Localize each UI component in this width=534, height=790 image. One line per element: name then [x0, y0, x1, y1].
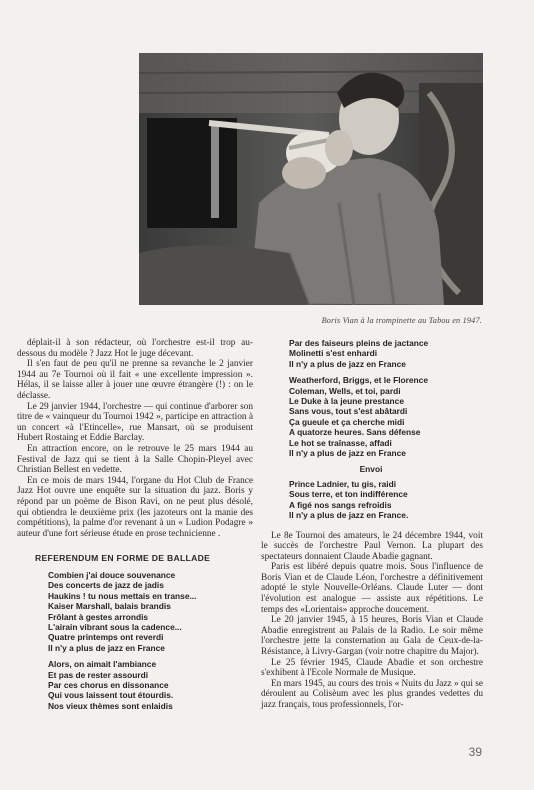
- poem-line: Le hot se traînasse, affadi: [289, 437, 392, 448]
- ballade-title: REFERENDUM EN FORME DE BALLADE: [35, 553, 211, 564]
- poem-line: Ça gueule et ça cherche midi: [289, 416, 405, 427]
- poem-stanza: [48, 570, 253, 653]
- poem-line: Nos vieux thèmes sont enlaidis: [48, 700, 173, 711]
- envoi-title: Envoi: [359, 464, 383, 475]
- poem-line: Prince Ladnier, tu gis, raidi: [289, 478, 397, 489]
- photo-image: [139, 53, 483, 305]
- poem-line: Combien j'ai douce souvenance: [48, 569, 176, 580]
- poem-line: L'airain vibrant sous la cadence...: [48, 621, 182, 632]
- poem-line: Qui vous laissent tout étourdis.: [48, 690, 174, 701]
- poem-line: A quatorze heures. Sans défense: [289, 427, 421, 438]
- poem-line: Il n'y a plus de jazz en France.: [289, 510, 409, 521]
- poem-line: Sans vous, tout s'est abâtardi: [289, 406, 408, 417]
- paragraph: Il s'en faut de peu qu'il ne prenne sa revanche le 2 janvier 1944 au 7e Tournoi où il fait « une excellente impression ». Hélas, il se laisse aller à jouer une œuvre étrangère (!) : on le déclasse.: [17, 359, 253, 401]
- paragraph: déplait-il à son rédacteur, où l'orchestre est-il trop au-dessous du modèle ? Jazz Hot le juge décevant.: [17, 338, 253, 359]
- poem-line: Il n'y a plus de jazz en France: [289, 358, 406, 369]
- poem-line: Molinetti s'est enhardi: [289, 348, 378, 359]
- paragraph: Le 29 janvier 1944, l'orchestre — qui continue d'arborer son titre de « vainqueur du Tournoi 1942 », participe en attraction à un concert «à l'Etincelle», rue Mansart, où se produisent Hubert Rostaing et Eddie Barclay.: [17, 401, 253, 444]
- paragraph: En mars 1945, au cours des trois « Nuits du Jazz » qui se déroulent au Colisèum avec les plus grandes vedettes du jazz français, tous professionnels, l'or-: [261, 678, 483, 710]
- poem-line: Quatre printemps ont reverdi: [48, 632, 164, 643]
- poem-line: Weatherford, Briggs, et le Florence: [289, 375, 428, 386]
- poem-line: Il n'y a plus de jazz en France: [48, 642, 165, 653]
- poem-line: Frôlant à gestes arrondis: [48, 611, 149, 622]
- poem-line: Des concerts de jazz de jadis: [48, 580, 164, 591]
- right-column: [261, 338, 483, 711]
- poem-envoi-stanza: [289, 479, 483, 521]
- poem-line: Et pas de rester assourdi: [48, 669, 149, 680]
- poem-line: Kaiser Marshall, balais brandis: [48, 601, 171, 612]
- poem-stanza: [289, 338, 483, 369]
- poem-stanza: [289, 375, 483, 458]
- paragraph: En attraction encore, on le retrouve le 25 mars 1944 au Festival de Jazz qui se tient à la Salle Chopin-Pleyel avec Christian Bellest en vedette.: [17, 443, 253, 476]
- poem-line: Alors, on aimait l'ambiance: [48, 659, 157, 670]
- paragraph: Le 20 janvier 1945, à 15 heures, Boris Vian et Claude Abadie enregistrent au Palais de la Radio. Le soir même l'orchestre jette la consternation au Gala de Ceux-de-la-Résistance, à Livry-Gargan (voir notre chapitre du Major).: [261, 615, 483, 658]
- poem-line: Par ces chorus en dissonance: [48, 679, 169, 690]
- poem-line: Coleman, Wells, et toi, pardi: [289, 385, 401, 396]
- poem-left: [48, 570, 253, 711]
- poem-line: Sous terre, et ton indifférence: [289, 489, 408, 500]
- poem-line: A figé nos sangs refroidis: [289, 499, 392, 510]
- poem-stanza: [48, 659, 253, 711]
- paragraph: Paris est libéré depuis quatre mois. Sous l'influence de Boris Vian et de Claude Léon, l'orchestre a définitivement adopté le style Nouvelle-Orléans. Claude Luter — dont l'évolution est analogue — assiste aux répétitions. Le temps des «Lorientais» approche doucement.: [261, 562, 483, 615]
- photo-caption: Boris Vian à la trompinette au Tabou en 1947.: [321, 316, 482, 325]
- paragraph: En ce mois de mars 1944, l'organe du Hot Club de France Jazz Hot ouvre une enquête sur la situation du jazz. Boris y répond par un poème de Bison Ravi, on ne peut plus désolé, qui obtiendra le deuxième prix (les jazoteurs ont la manie des compétitions), la palme d'or revenant à un « Ludion Podagre » auteur d'une fort sérieuse étude en prose technicienne .: [17, 475, 253, 539]
- photo-boris-vian-trumpet: [139, 53, 483, 305]
- poem-line: Par des faiseurs pleins de jactance: [289, 338, 429, 348]
- page-number: 39: [468, 745, 482, 759]
- paragraph: Le 8e Tournoi des amateurs, le 24 décembre 1944, voit le succès de l'orchestre Paul Vernon. La plupart des spectateurs donnaient Claude Abadie gagnant.: [261, 530, 483, 562]
- paragraph: Le 25 février 1945, Claude Abadie et son orchestre s'exhibent à l'Ecole Normale de Musique.: [261, 657, 483, 679]
- poem-line: Le Duke à la jeune prestance: [289, 396, 404, 407]
- poem-line: Il n'y a plus de jazz en France: [289, 448, 406, 459]
- poem-right: [289, 338, 483, 521]
- poem-line: Haukins ! tu nous mettais en transe...: [48, 590, 197, 601]
- left-column: [17, 338, 253, 717]
